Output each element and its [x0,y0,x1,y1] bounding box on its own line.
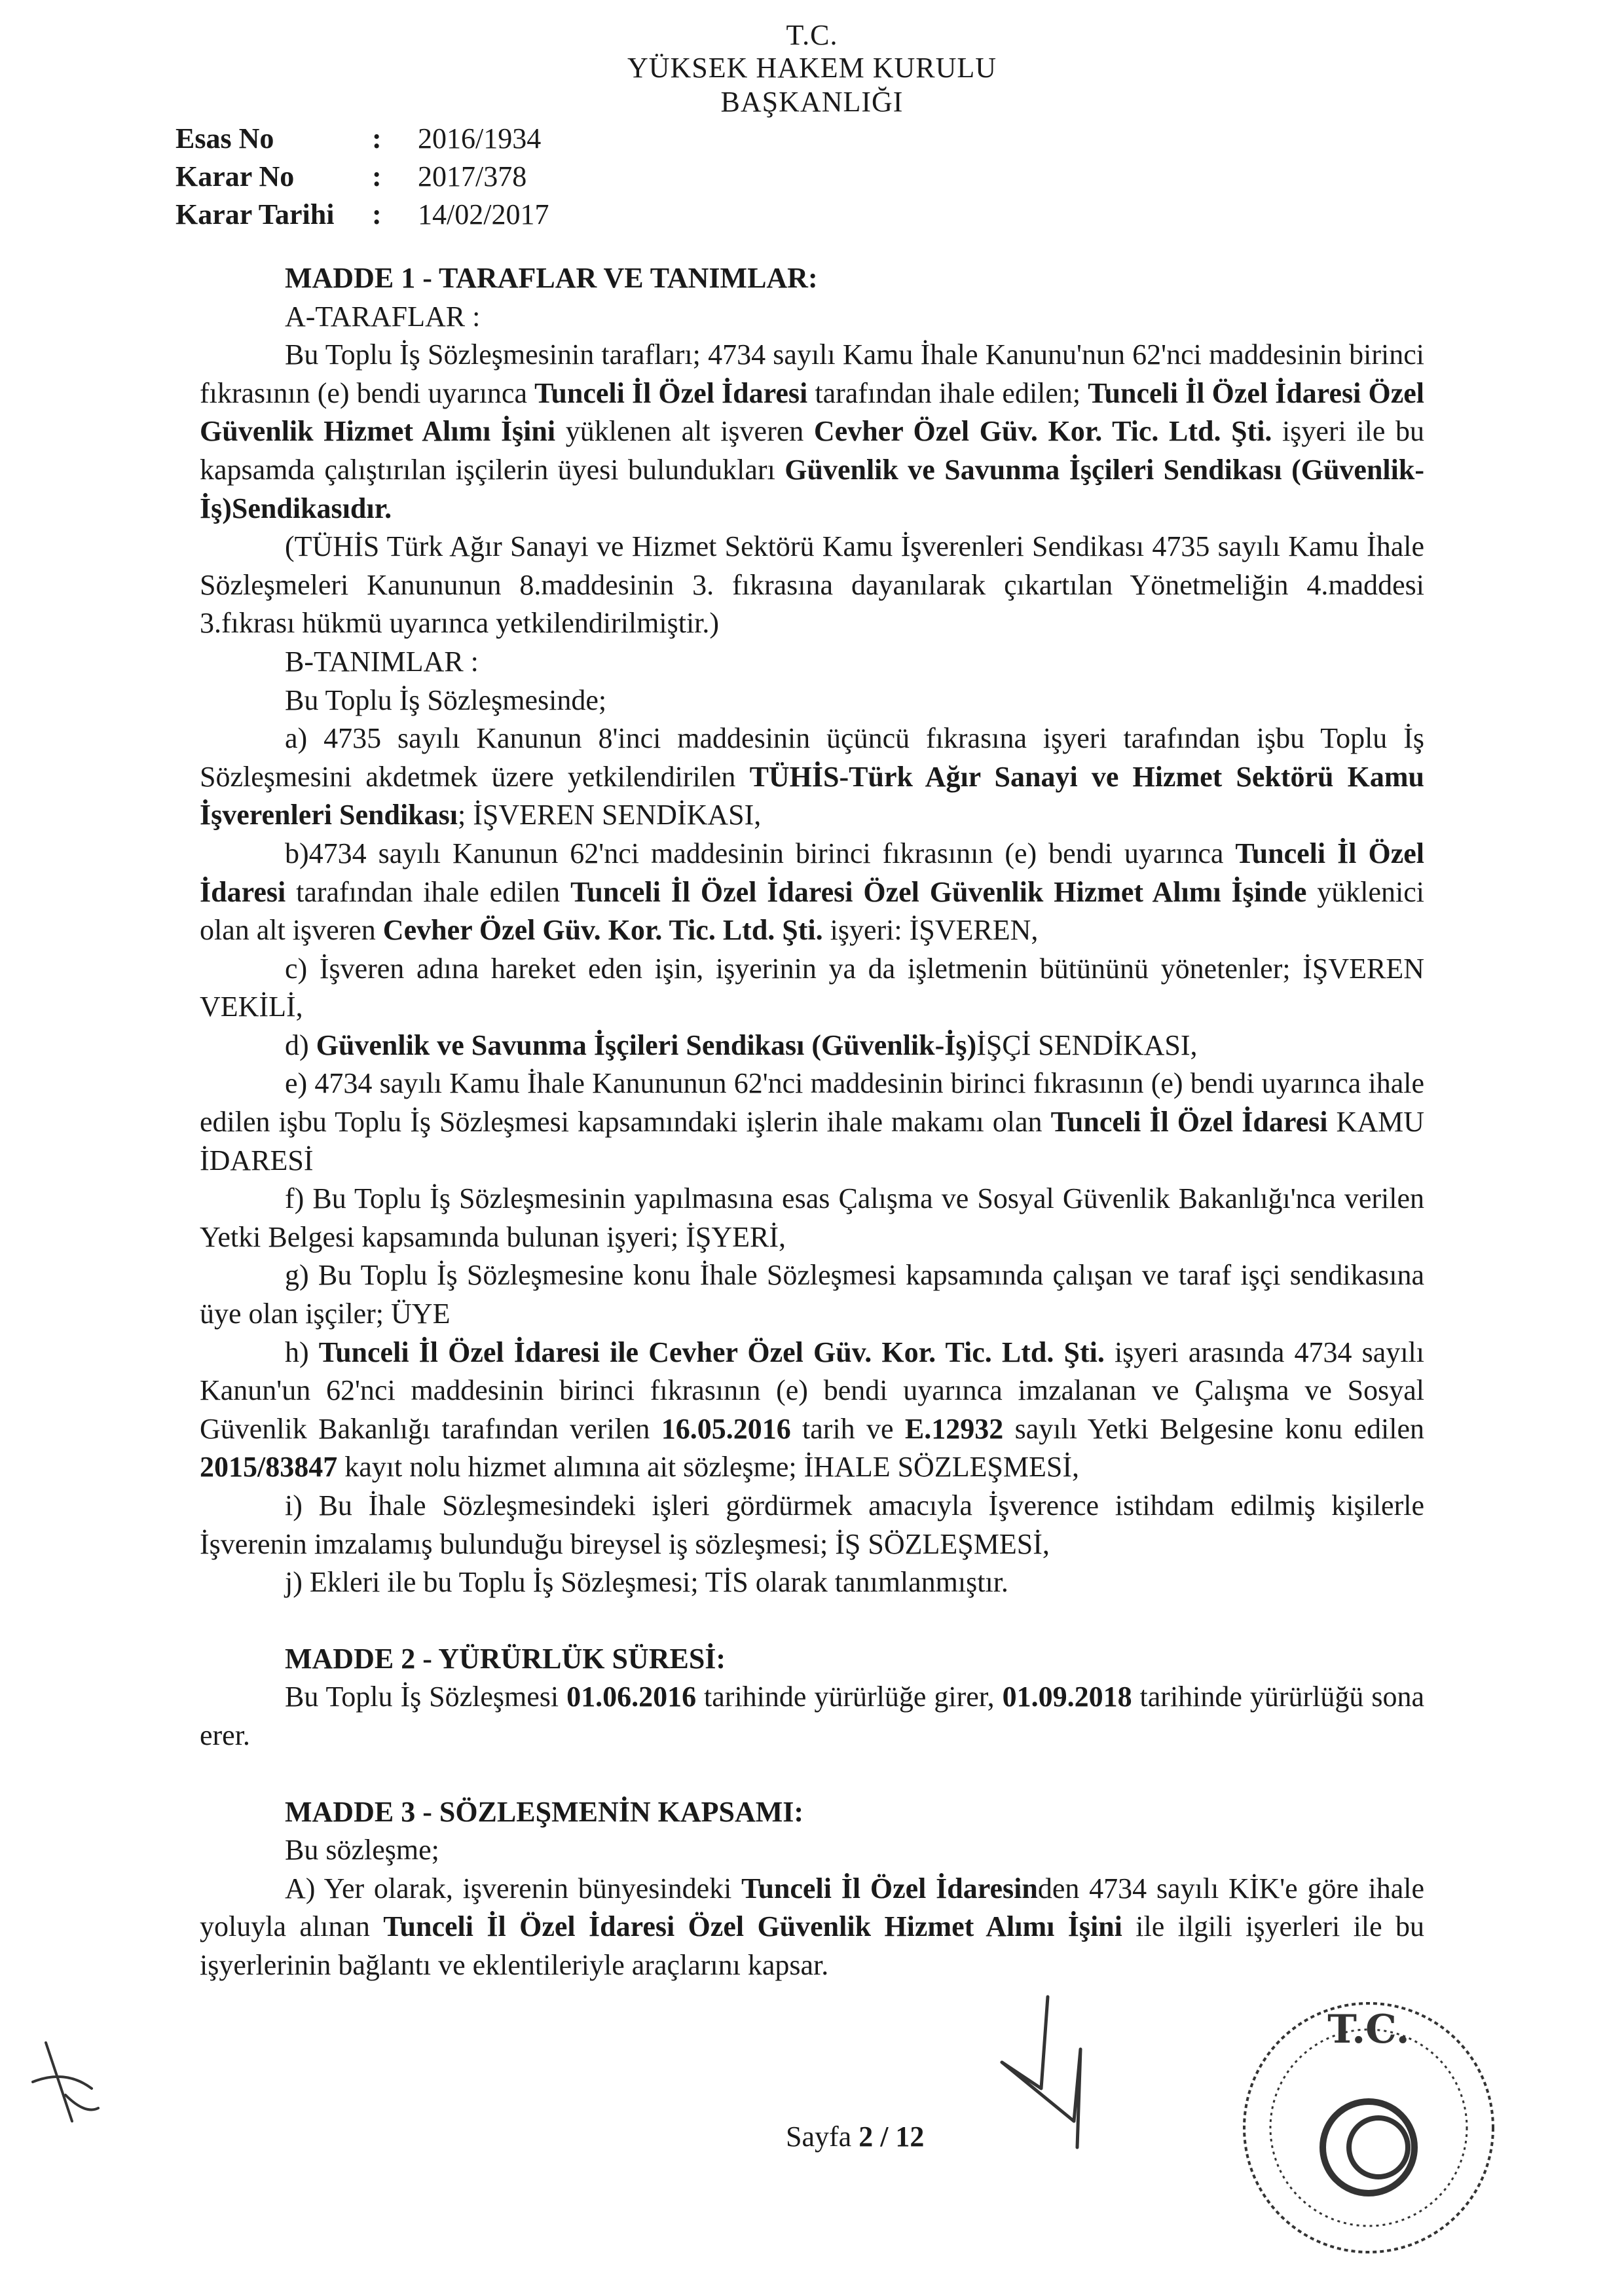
header-institution: YÜKSEK HAKEM KURULU [627,52,997,84]
definition-item-e: e) 4734 sayılı Kamu İhale Kanununun 62'nci maddesinin birinci fıkrasının (e) bendi uyarınca ihale edilen işbu Toplu İş Sözleşmesi kapsamındaki işlerin ihale makamı olan Tunceli İl Özel İdaresi KAMU İDARESİ [200,1067,1425,1176]
initials-mark [20,2030,111,2134]
meta-value: 2016/1934 [418,122,542,155]
definition-item-c: c) İşveren adına hareket eden işin, işyerinin ya da işletmenin bütününü yönetenler; İŞVEREN VEKİLİ, [200,952,1424,1023]
scope-paragraph: A) Yer olarak, işverenin bünyesindeki Tunceli İl Özel İdaresinden 4734 sayılı KİK'e göre ihale yoluyla alınan Tunceli İl Özel İdaresi Özel Güvenlik Hizmet Alımı İşini ile ilgili işyerleri ile bu işyerlerinin bağlantı ve eklentileriyle araçlarını kapsar. [200,1872,1425,1981]
definitions-title: B-TANIMLAR : [285,645,479,678]
parties-paragraph: Bu Toplu İş Sözleşmesinin tarafları; 4734 sayılı Kamu İhale Kanunu'nun 62'nci maddesinin birinci fıkrasının (e) bendi uyarınca Tunceli İl Özel İdaresi tarafından ihale edilen; Tunceli İl Özel İdaresi Özel Güvenlik Hizmet Alımı İşini yüklenen alt işveren Cevher Özel Güv. Kor. Tic. Ltd. Şti. işyeri ile bu kapsamda çalıştırılan işçilerin üyesi bulundukları Güvenlik ve Savunma İşçileri Sendikası (Güvenlik-İş)Sendikasıdır. [200,338,1425,524]
definition-item-d: d) Güvenlik ve Savunma İşçileri Sendikası (Güvenlik-İş)İŞÇİ SENDİKASI, [285,1029,1198,1061]
definition-item-b: b)4734 sayılı Kanunun 62'nci maddesinin birinci fıkrasının (e) bendi uyarınca Tunceli İl Özel İdaresi tarafından ihale edilen Tunceli İl Özel İdaresi Özel Güvenlik Hizmet Alımı İşinde yüklenici olan alt işveren Cevher Özel Güv. Kor. Tic. Ltd. Şti. işyeri: İŞVEREN, [200,837,1425,947]
header-tc: T.C. [786,19,838,51]
authorization-paragraph: (TÜHİS Türk Ağır Sanayi ve Hizmet Sektörü Kamu İşverenleri Sendikası 4735 sayılı Kamu İhale Sözleşmeleri Kanununun 8.maddesinin 3. fıkrasına dayanılarak çıkartılan Yönetmeliğin 4.maddesi 3.fıkrası hükmü uyarınca yetkilendirilmiştir.) [200,530,1424,640]
meta-row-esas [175,122,549,160]
meta-row-karar-tarihi [175,198,549,236]
meta-colon: : [372,160,382,192]
header-presidency: BAŞKANLIĞI [720,86,904,118]
madde2-heading: MADDE 2 - YÜRÜRLÜK SÜRESİ: [285,1642,726,1675]
meta-value: 2017/378 [418,160,527,192]
definition-item-f: f) Bu Toplu İş Sözleşmesinin yapılmasına esas Çalışma ve Sosyal Güvenlik Bakanlığı'nca verilen Yetki Belgesi kapsamında bulunan işyeri; İŞYERİ, [200,1182,1424,1253]
svg-text:T.C.: T.C. [1327,2007,1410,2052]
madde1-heading: MADDE 1 - TARAFLAR VE TANIMLAR: [285,262,818,294]
definition-item-j: j) Ekleri ile bu Toplu İş Sözleşmesi; TİS olarak tanımlanmıştır. [285,1566,1008,1599]
page-number: Sayfa 2 / 12 [786,2121,925,2153]
definition-item-h: h) Tunceli İl Özel İdaresi ile Cevher Özel Güv. Kor. Tic. Ltd. Şti. işyeri arasında 4734 sayılı Kanun'un 62'nci maddesinin birinci fıkrasının (e) bendi uyarınca imzalanan ve Çalışma ve Sosyal Güvenlik Bakanlığı tarafından verilen 16.05.2016 tarih ve E.12932 sayılı Yetki Belgesine konu edilen 2015/83847 kayıt nolu hizmet alımına ait sözleşme; İHALE SÖZLEŞMESİ, [200,1336,1425,1484]
definition-item-a: a) 4735 sayılı Kanunun 8'inci maddesinin üçüncü fıkrasına işyeri tarafından işbu Toplu İş Sözleşmesini akdetmek üzere yetkilendirilen TÜHİS-Türk Ağır Sanayi ve Hizmet Sektörü Kamu İşverenleri Sendikası; İŞVEREN SENDİKASI, [200,722,1424,831]
definition-item-g: g) Bu Toplu İş Sözleşmesine konu İhale Sözleşmesi kapsamında çalışan ve taraf işçi sendikasına üye olan işçiler; ÜYE [200,1259,1424,1330]
definition-item-i: i) Bu İhale Sözleşmesindeki işleri gördürmek amacıyla İşverence istihdam edilmiş kişilerle İşverenin imzalamış bulunduğu bireysel iş sözleşmesi; İŞ SÖZLEŞMESİ, [200,1489,1424,1560]
case-metadata [175,122,549,236]
scope-intro: Bu sözleşme; [285,1834,439,1867]
meta-label: Karar No [175,160,295,192]
parties-title: A-TARAFLAR : [285,300,481,333]
meta-colon: : [372,198,382,230]
signature-mark [963,1990,1133,2160]
official-seal [1231,1990,1506,2265]
meta-label: Esas No [175,122,274,155]
meta-label: Karar Tarihi [175,198,335,230]
definitions-intro: Bu Toplu İş Sözleşmesinde; [285,683,607,716]
document-body [200,259,1424,1985]
meta-row-karar [175,160,549,198]
meta-colon: : [372,122,382,155]
term-paragraph: Bu Toplu İş Sözleşmesi 01.06.2016 tarihinde yürürlüğe girer, 01.09.2018 tarihinde yürürlüğü sona erer. [200,1681,1424,1751]
madde3-heading: MADDE 3 - SÖZLEŞMENİN KAPSAMI: [285,1795,804,1828]
meta-value: 14/02/2017 [418,198,549,230]
